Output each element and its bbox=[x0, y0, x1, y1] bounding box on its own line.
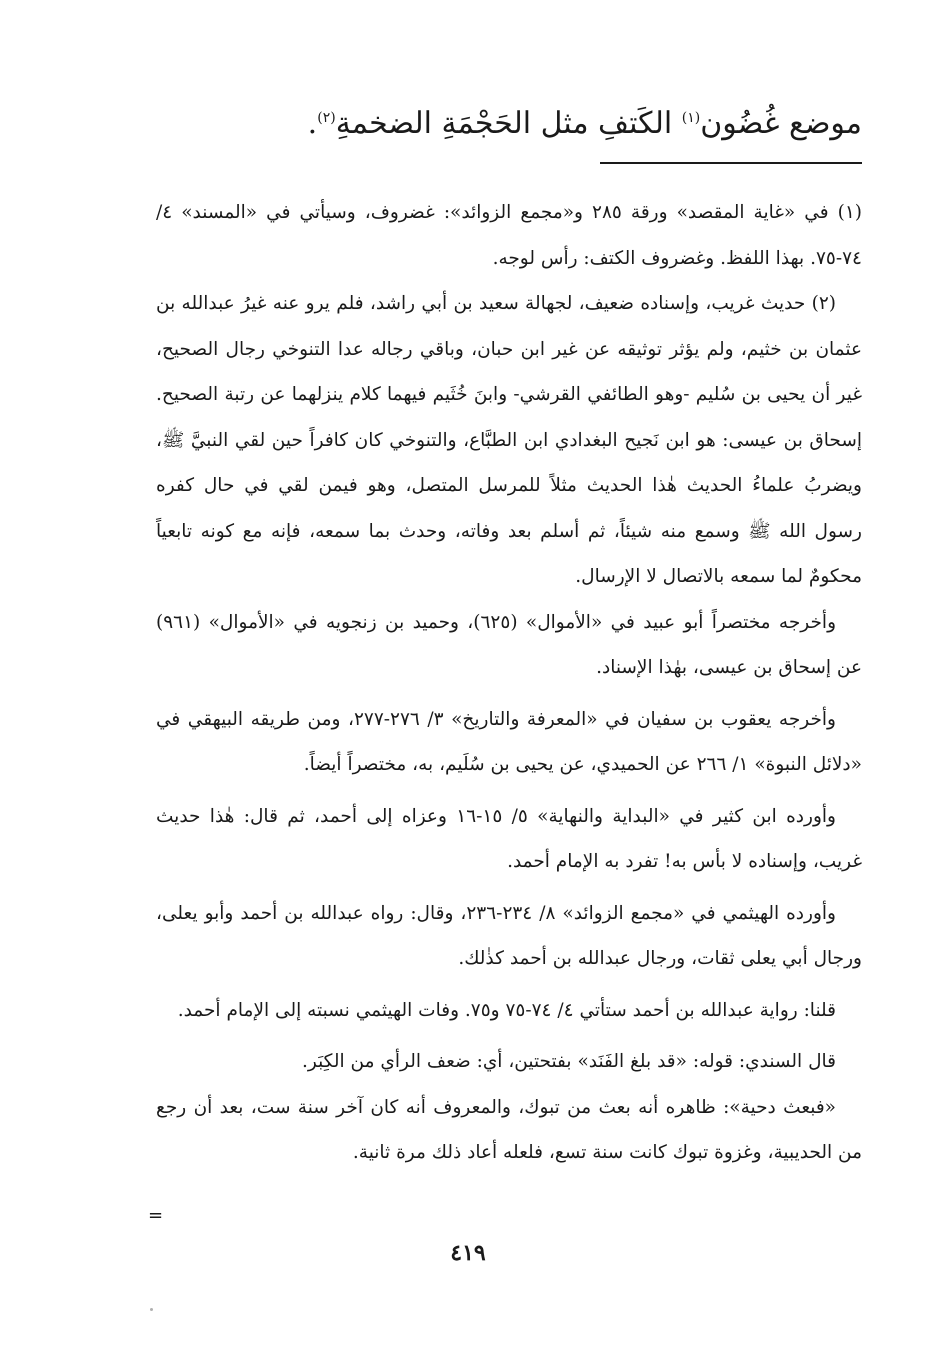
footnote-ref-2[interactable]: (٢) bbox=[317, 110, 336, 126]
footnote-paragraph-sindi: قال السندي: قوله: «قد بلغ الفَنَد» بفتحتين، أي: ضعف الرأي من الكِبَر. bbox=[302, 1051, 836, 1072]
main-text-start: موضع غُضُون bbox=[700, 106, 862, 141]
scan-speck bbox=[150, 1308, 153, 1311]
main-text-middle: الكَتفِ مثل الحَجْمَةِ الضخمةِ bbox=[335, 106, 682, 141]
footnote-paragraph-dihya: «فبعث دحية»: ظاهره أنه بعث من تبوك، والمعروف أنه كان آخر سنة ست، بعد أن رجع من الحديبية، وغزوة تبوك كانت سنة تسع، فلعله أعاد ذلك مرة ثانية. bbox=[156, 1096, 862, 1163]
footnote-paragraph-ibn-kathir: وأورده ابن كثير في «البداية والنهاية» ٥/ ١٥-١٦ وعزاه إلى أحمد، ثم قال: هٰذا حديث غريب، وإسناده لا بأس به! تفرد به الإمام أحمد. bbox=[156, 805, 862, 872]
footnotes-block bbox=[156, 190, 862, 1176]
main-text-line bbox=[142, 96, 862, 152]
footnote-paragraph-yaqub: وأخرجه يعقوب بن سفيان في «المعرفة والتاريخ» ٣/ ٢٧٦-٢٧٧، ومن طريقه البيهقي في «دلائل النبوة» ١/ ٢٦٦ عن الحميدي، عن يحيى بن سُلَيم، به، مختصراً أيضاً. bbox=[156, 708, 862, 775]
continuation-mark: = bbox=[148, 1205, 164, 1226]
footnote-paragraph-abu-ubaid: وأخرجه مختصراً أبو عبيد في «الأموال» (٦٢٥)، وحميد بن زنجويه في «الأموال» (٩٦١) عن إسحاق بن عيسى، بهٰذا الإسناد. bbox=[156, 611, 862, 678]
page-number: ٤١٩ bbox=[450, 1240, 486, 1266]
footnote-paragraph-haythami: وأورده الهيثمي في «مجمع الزوائد» ٨/ ٢٣٤-٢٣٦، وقال: رواه عبدالله بن أحمد وأبو يعلى، ورجال أبي يعلى ثقات، ورجال عبدالله بن أحمد كذٰلك. bbox=[156, 902, 862, 969]
footnote-separator bbox=[600, 162, 862, 164]
footnote-ref-1[interactable]: (١) bbox=[681, 110, 701, 126]
footnote-2: (٢) حديث غريب، وإسناده ضعيف، لجهالة سعيد بن أبي راشد، فلم يرو عنه غيرُ عبدالله بن عثمان بن خثيم، ولم يؤثر توثيقه عن غير ابن حبان، وباقي رجاله عدا التنوخي رجال الصحيح، غير أن يحيى بن سُليم -وهو الطائفي القرشي- وابنَ خُثَيم فيهما كلام ينزلهما عن رتبة الصحيح. إسحاق بن عيسى: هو ابن نَجيح البغدادي ابن الطبَّاع، والتنوخي كان كافراً حين لقي النبيَّ ﷺ، ويضربُ علماءُ الحديث هٰذا الحديث مثلاً للمرسل المتصل، وهو فيمن لقي في حال كفره رسول الله ﷺ وسمع منه شيئاً، ثم أسلم بعد وفاته، وحدث بما سمعه، فإنه مع كونه تابعياً محكومٌ لما سمعه بالاتصال لا الإرسال. bbox=[156, 293, 862, 587]
footnote-paragraph-qulna: قلنا: رواية عبدالله بن أحمد ستأتي ٤/ ٧٤-٧٥ و٧٥. وفات الهيثمي نسبته إلى الإمام أحمد. bbox=[177, 999, 836, 1021]
main-text-end: . bbox=[307, 106, 318, 141]
footnote-1: (١) في «غاية المقصد» ورقة ٢٨٥ و«مجمع الزوائد»: غضروف، وسيأتي في «المسند» ٤/ ٧٤-٧٥. بهذا اللفظ. وغضروف الكتف: رأس لوجه. bbox=[156, 202, 862, 269]
